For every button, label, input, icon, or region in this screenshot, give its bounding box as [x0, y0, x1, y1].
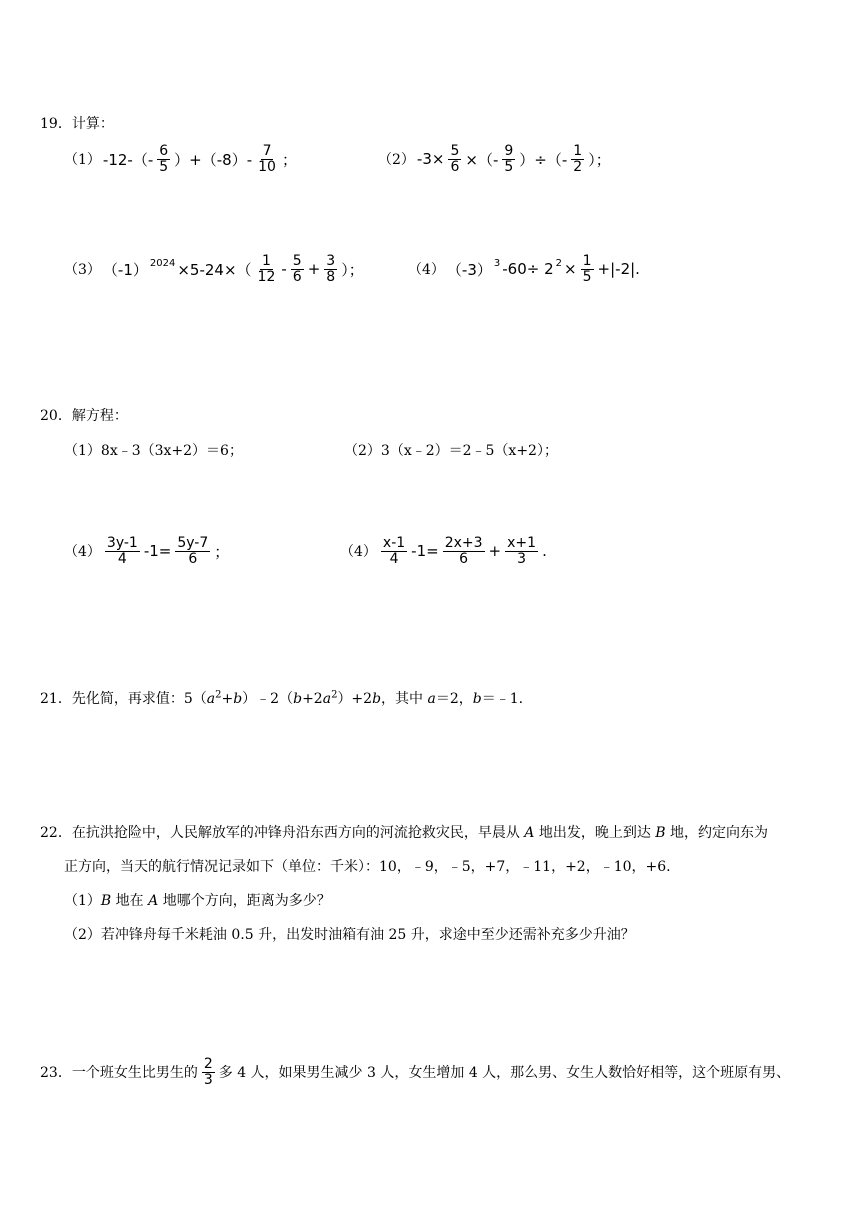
q19-p2-frac3: $\frac{1}{2}$ [573, 143, 583, 175]
q20-p3-a: -1= [143, 542, 172, 561]
q19-p3-end: ）； [341, 260, 364, 279]
q23-frac: $\frac{2}{3}$ [203, 1056, 213, 1088]
q19-p3-frac1: $\frac{1}{12}$ [257, 253, 276, 285]
q20-p4-end: . [542, 542, 547, 561]
q20-p3-label: （4） [64, 544, 101, 561]
q20-p3-end: ； [214, 542, 230, 561]
q19-p4-c: × [564, 260, 577, 279]
q19-p1-a: -12-（- [102, 150, 154, 169]
q19-p1-b: ）+（-8）- [174, 150, 253, 169]
q20-p4-label: （4） [340, 544, 377, 561]
q19-p4-a: （-3） [446, 260, 492, 279]
q22-line2: 正方向，当天的航行情况记录如下（单位：千米）：10，﹣9，﹣5，+7，﹣11，+2，﹣10，+6. [64, 859, 671, 875]
q20-p4-frac3: $\frac{x+1}{3}$ [507, 535, 537, 567]
q19-p2-frac2: $\frac{9}{5}$ [504, 143, 514, 175]
q19-p2-b: ×（- [465, 150, 499, 169]
q19-p3-b: ×5-24×（ [177, 260, 252, 279]
q19-p3-a: （-1） [102, 260, 148, 279]
q19-p3-exp: 2024 [149, 257, 176, 269]
q19-p4-exp: 3 [493, 257, 501, 269]
q20-title: 20．解方程： [40, 408, 128, 424]
q19-title: 19．计算： [40, 116, 114, 132]
q20-p3-frac2: $\frac{5y-7}{6}$ [177, 535, 209, 567]
q19-p4-exp2: 2 [555, 257, 563, 269]
q23-line: 23．一个班女生比男生的 $\frac{2}{3}$ 多 4 人，如果男生减少 3 人，女生增加 4 人，那么男、女生人数恰好相等，这个班原有男、 [40, 1056, 791, 1088]
q19-p4-b: -60÷ 2 [502, 260, 554, 279]
q21-line: 21．先化简，再求值：$5(a^2+b)﹣2(b+2a^2)+2b$，其中 a＝2，b＝﹣1. [40, 689, 524, 707]
q19-p3-c: - [281, 260, 287, 279]
q20-part4 [340, 536, 547, 566]
q19-p4-frac1: $\frac{1}{5}$ [582, 253, 592, 285]
q19-p3-frac2: $\frac{5}{6}$ [292, 253, 302, 285]
q19-part2 [378, 144, 611, 174]
q19-p1-end: ； [281, 150, 297, 169]
q22-line1: 22．在抗洪抢险中，人民解放军的冲锋舟沿东西方向的河流抢救灾民，早晨从 A 地出发，晚上到达 B 地，约定向东为 [40, 825, 769, 841]
q20-p4-b: + [488, 542, 502, 561]
q19-p4-end: +|-2|. [597, 260, 640, 279]
q19-p1-label: （1） [64, 152, 101, 169]
q20-p4-frac1: $\frac{x-1}{4}$ [382, 535, 406, 567]
q19-p2-a: -3× [416, 150, 445, 169]
q19-p1-frac2: $\frac{7}{10}$ [258, 143, 276, 175]
q19-p2-end: ）； [588, 150, 611, 169]
q19-p2-label: （2） [378, 152, 415, 169]
q19-p2-c: ）÷（- [519, 150, 568, 169]
q20-part3 [64, 536, 229, 566]
q19-p3-d: + [307, 260, 321, 279]
q19-p2-frac1: $\frac{5}{6}$ [450, 143, 460, 175]
q20-part2: （2）3（x﹣2）＝2﹣5（x+2）； [344, 443, 558, 459]
q20-part1: （1）8x﹣3（3x+2）＝6； [64, 443, 243, 459]
q19-p4-label: （4） [408, 262, 445, 279]
q19-p3-frac3: $\frac{3}{8}$ [326, 253, 336, 285]
q19-part1 [64, 144, 297, 174]
q19-p3-label: （3） [64, 262, 101, 279]
q20-p3-frac1: $\frac{3y-1}{4}$ [106, 535, 138, 567]
q22-sub2: （2）若冲锋舟每千米耗油 0.5 升，出发时油箱有油 25 升，求途中至少还需补充多少升油？ [64, 927, 635, 943]
q19-part4 [408, 254, 640, 284]
q20-p4-a: -1= [411, 542, 439, 561]
q19-part3 [64, 254, 364, 284]
q20-p4-frac2: $\frac{2x+3}{6}$ [444, 535, 483, 567]
q22-sub1: （1）B 地在 A 地哪个方向，距离为多少？ [64, 893, 331, 909]
q19-p1-frac1: $\frac{6}{5}$ [159, 143, 169, 175]
